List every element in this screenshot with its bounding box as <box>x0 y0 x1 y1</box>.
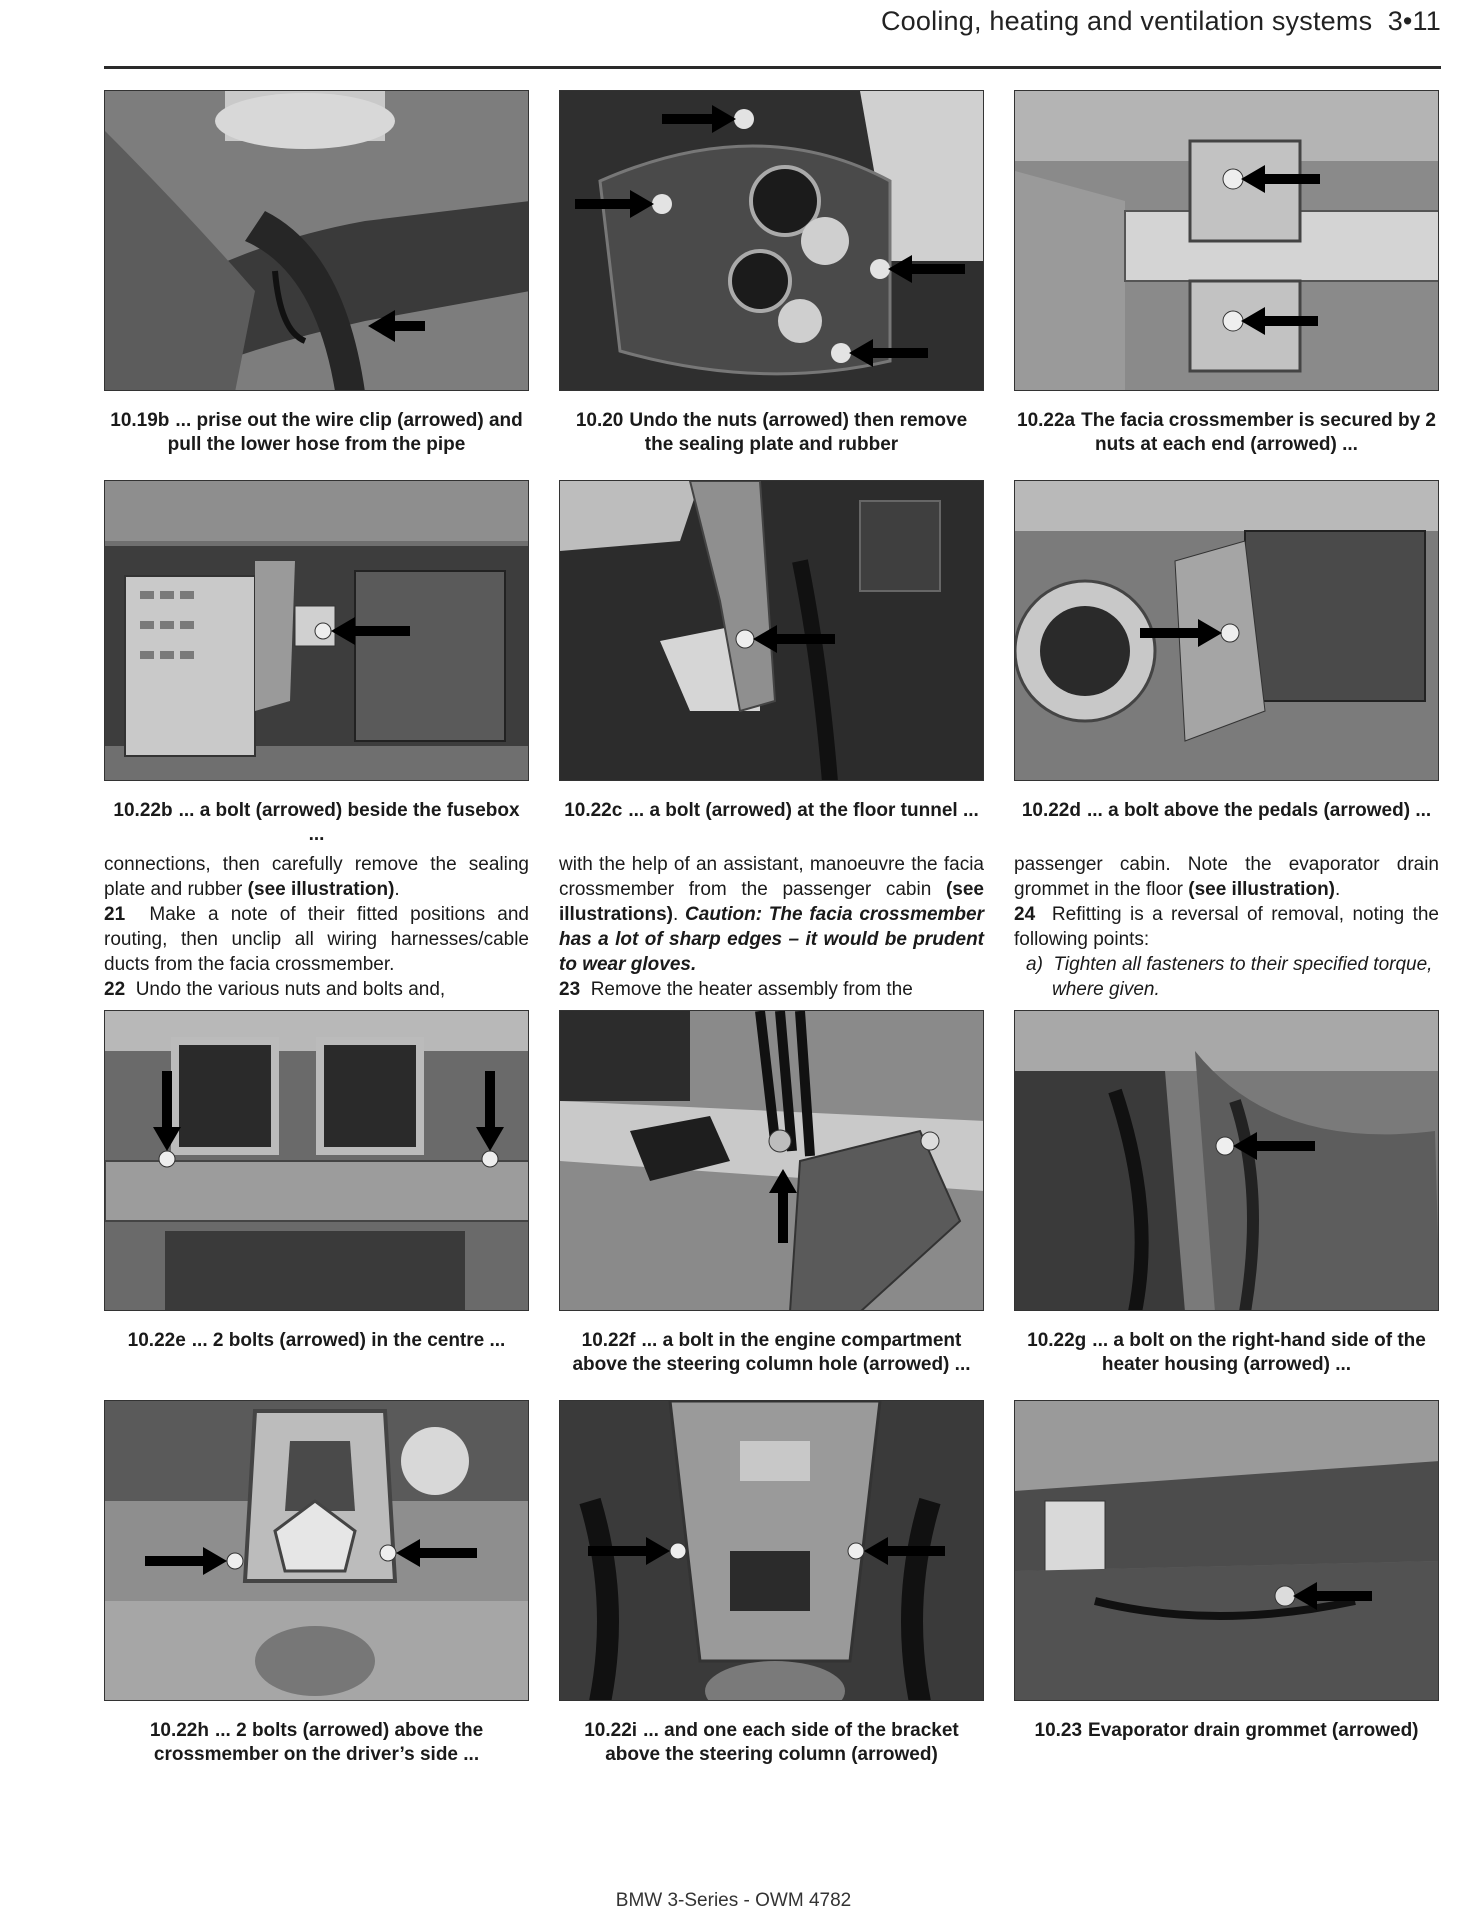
paragraph-22: 22 Undo the various nuts and bolts and, <box>104 979 446 1000</box>
caption-10-20: 10.20 Undo the nuts (arrowed) then remove the sealing plate and rubber <box>575 410 968 455</box>
photo-10-22f <box>559 1010 984 1311</box>
photo-10-19b <box>104 90 529 391</box>
figure-10-22b <box>104 480 529 847</box>
caption-10-22c: 10.22c ... a bolt (arrowed) at the floor tunnel ... <box>564 800 979 821</box>
photo-10-22e <box>104 1010 529 1311</box>
page-footer: BMW 3-Series - OWM 4782 <box>615 1890 852 1911</box>
caption-10-22f: 10.22f ... a bolt in the engine compartment above the steering column hole (arrowed) ... <box>572 1330 971 1375</box>
text-column-2 <box>559 852 984 1002</box>
paragraph-21: 21 Make a note of their fitted positions and routing, then unclip all wiring harnesses/cable ducts from the facia crossmember. <box>104 904 529 975</box>
paragraph-23-cont: passenger cabin. Note the evaporator drain grommet in the floor (see illustration). <box>1014 854 1439 900</box>
caption-10-23: 10.23 Evaporator drain grommet (arrowed) <box>1034 1720 1419 1741</box>
caption-10-22a: 10.22a The facia crossmember is secured by 2 nuts at each end (arrowed) ... <box>1017 410 1436 455</box>
photo-10-22g <box>1014 1010 1439 1311</box>
figure-10-22e <box>104 1010 529 1353</box>
paragraph-23: 23 Remove the heater assembly from the <box>559 979 913 1000</box>
figure-10-22i <box>559 1400 984 1767</box>
caution-note: Caution: The facia crossmember has a lot of sharp edges – it would be prudent to wear gloves. <box>559 904 984 975</box>
figure-10-20 <box>559 90 984 457</box>
paragraph-22-cont: with the help of an assistant, manoeuvre the facia crossmember from the passenger cabin (see illustrations). Caution: The facia crossmember has a lot of sharp edges – it would be prudent to wear gloves. <box>559 854 984 975</box>
paragraph-20-cont: connections, then carefully remove the sealing plate and rubber (see illustration). <box>104 854 529 900</box>
paragraph-24: 24 Refitting is a reversal of removal, noting the following points: <box>1014 904 1439 950</box>
caption-10-22h: 10.22h ... 2 bolts (arrowed) above the crossmember on the driver’s side ... <box>149 1720 484 1765</box>
header-rule <box>104 66 1441 69</box>
figure-10-23 <box>1014 1400 1439 1743</box>
photo-10-20 <box>559 90 984 391</box>
photo-10-22d <box>1014 480 1439 781</box>
photo-10-22a <box>1014 90 1439 391</box>
section-title: Cooling, heating and ventilation systems <box>880 6 1373 36</box>
caption-10-22i: 10.22i ... and one each side of the bracket above the steering column (arrowed) <box>584 1720 959 1765</box>
photo-10-23 <box>1014 1400 1439 1701</box>
list-item: a) Tighten all fasteners to their specified torque, where given. <box>1026 954 1433 1000</box>
page-number: 3•11 <box>1387 6 1441 36</box>
figure-10-19b <box>104 90 529 457</box>
caption-10-19b: 10.19b ... prise out the wire clip (arrowed) and pull the lower hose from the pipe <box>110 410 523 455</box>
page-header <box>881 6 1441 37</box>
text-column-1 <box>104 852 529 1002</box>
caption-10-22d: 10.22d ... a bolt above the pedals (arrowed) ... <box>1021 800 1432 821</box>
caption-10-22b: 10.22b ... a bolt (arrowed) beside the fusebox ... <box>113 800 520 845</box>
photo-10-22b <box>104 480 529 781</box>
caption-10-22e: 10.22e ... 2 bolts (arrowed) in the centre ... <box>127 1330 506 1351</box>
photo-10-22c <box>559 480 984 781</box>
figure-10-22a <box>1014 90 1439 457</box>
caption-10-22g: 10.22g ... a bolt on the right-hand side of the heater housing (arrowed) ... <box>1027 1330 1426 1375</box>
figure-10-22g <box>1014 1010 1439 1377</box>
figure-10-22f <box>559 1010 984 1377</box>
figure-10-22c <box>559 480 984 823</box>
figure-10-22h <box>104 1400 529 1767</box>
photo-10-22i <box>559 1400 984 1701</box>
figure-10-22d <box>1014 480 1439 823</box>
photo-10-22h <box>104 1400 529 1701</box>
text-column-3 <box>1014 852 1439 1002</box>
